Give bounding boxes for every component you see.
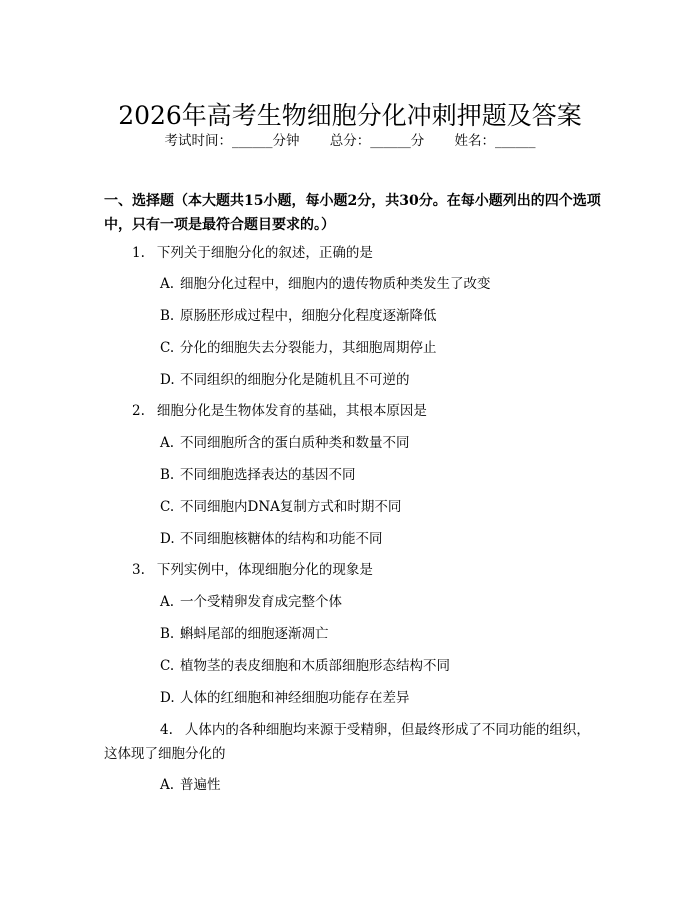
- option-text: 不同细胞内DNA复制方式和时期不同: [180, 499, 402, 515]
- student-name-field: 姓名：______: [454, 133, 536, 149]
- option-text: 原肠胚形成过程中，细胞分化程度逐渐降低: [180, 308, 437, 324]
- question-number: 2.: [132, 403, 145, 419]
- section-heading: 一、选择题（本大题共15小题，每小题2分，共30分。在每小题列出的四个选项中，只有一项是最符合题目要求的。）: [104, 193, 601, 233]
- question-number: 1.: [132, 245, 145, 261]
- question-number: 3.: [132, 562, 145, 578]
- option-letter: A.: [160, 594, 175, 610]
- question-text: 下列实例中，体现细胞分化的现象是: [156, 562, 373, 578]
- q1-option-d: [160, 370, 590, 390]
- option-text: 人体的红细胞和神经细胞功能存在差异: [180, 690, 410, 706]
- option-text: 不同细胞所含的蛋白质种类和数量不同: [180, 435, 410, 451]
- q1-option-a: [160, 274, 590, 294]
- q4-option-a: [160, 775, 590, 795]
- question-text: 人体内的各种细胞均来源于受精卵，但最终形成了不同功能的组织，这体现了细胞分化的: [104, 722, 590, 762]
- q3-option-b: [160, 624, 590, 644]
- q2-option-a: [160, 433, 590, 453]
- option-letter: D.: [160, 531, 175, 547]
- question-2: [132, 399, 600, 423]
- q3-option-d: [160, 688, 590, 708]
- exam-info-line: [0, 131, 700, 151]
- option-letter: D.: [160, 690, 175, 706]
- option-letter: B.: [160, 626, 175, 642]
- option-text: 不同细胞核糖体的结构和功能不同: [180, 531, 383, 547]
- option-letter: A.: [160, 276, 175, 292]
- option-text: 分化的细胞失去分裂能力，其细胞周期停止: [180, 340, 437, 356]
- question-text: 细胞分化是生物体发育的基础，其根本原因是: [156, 403, 427, 419]
- q3-option-a: [160, 592, 590, 612]
- option-letter: B.: [160, 308, 175, 324]
- option-letter: C.: [160, 499, 175, 515]
- q2-option-d: [160, 529, 590, 549]
- option-letter: A.: [160, 777, 175, 793]
- option-letter: A.: [160, 435, 175, 451]
- option-text: 普遍性: [180, 777, 221, 793]
- q3-option-c: [160, 656, 590, 676]
- option-letter: C.: [160, 340, 175, 356]
- question-4: [104, 718, 601, 766]
- question-text: 下列关于细胞分化的叙述，正确的是: [156, 245, 373, 261]
- question-1: [132, 241, 600, 265]
- page-title: 2026年高考生物细胞分化冲刺押题及答案: [118, 100, 582, 130]
- option-text: 植物茎的表皮细胞和木质部细胞形态结构不同: [180, 658, 450, 674]
- question-number: 4.: [160, 722, 173, 738]
- q2-option-c: [160, 497, 590, 517]
- exam-time-field: 考试时间：______分钟: [164, 133, 300, 149]
- q2-option-b: [160, 465, 590, 485]
- option-text: 不同组织的细胞分化是随机且不可逆的: [180, 372, 410, 388]
- question-3: [132, 558, 600, 582]
- total-score-field: 总分：______分: [329, 133, 425, 149]
- option-text: 蝌蚪尾部的细胞逐渐凋亡: [180, 626, 329, 642]
- q1-option-b: [160, 306, 590, 326]
- option-text: 一个受精卵发育成完整个体: [180, 594, 342, 610]
- option-letter: C.: [160, 658, 175, 674]
- option-letter: D.: [160, 372, 175, 388]
- option-letter: B.: [160, 467, 175, 483]
- q1-option-c: [160, 338, 590, 358]
- option-text: 不同细胞选择表达的基因不同: [180, 467, 356, 483]
- option-text: 细胞分化过程中，细胞内的遗传物质种类发生了改变: [180, 276, 491, 292]
